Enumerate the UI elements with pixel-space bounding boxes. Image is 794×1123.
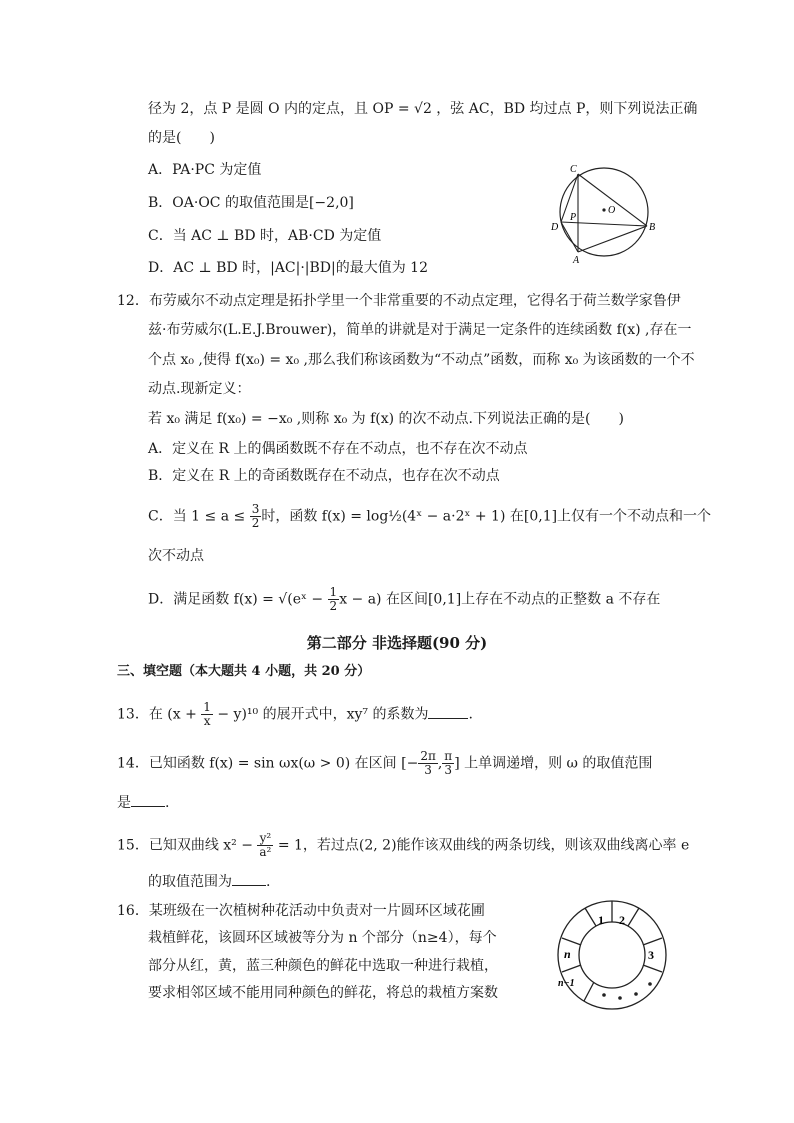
q16-divider-6 <box>562 965 581 972</box>
q12-option-d-frac-denominator: 2 <box>329 599 338 613</box>
q16-divider-2 <box>585 908 596 926</box>
q11-option-b: B．OA·OC 的取值范围是[−2,0] <box>148 195 354 211</box>
q16-line1: 16．某班级在一次植树种花活动中负责对一片圆环区域花圃 <box>117 903 485 919</box>
q11-option-a: A．PA·PC 为定值 <box>148 162 262 178</box>
q11-segment-ab <box>578 226 647 252</box>
q12-option-d-post: x − a) 在区间[0,1]上存在不动点的正整数 a 不存在 <box>339 591 661 608</box>
q16-label-1: 1 <box>598 913 604 927</box>
q14-frac2-numerator: π <box>444 749 453 763</box>
q16-label-2: 2 <box>619 913 625 927</box>
q12-option-d-frac-numerator: 1 <box>329 585 338 599</box>
q15-line2-text: 的取值范围为 <box>148 874 232 890</box>
q13-end: . <box>468 706 473 723</box>
q12-line3: 个点 x₀ ,使得 f(x₀) = x₀ ,那么我们称该函数为“不动点”函数，而称 x₀ 为该函数的一个不 <box>148 352 695 368</box>
q16-ring-figure <box>554 898 670 1012</box>
q11-line1: 径为 2，点 P 是圆 O 内的定点，且 OP = √2 ，弦 AC，BD 均过点 P，则下列说法正确 <box>148 101 698 117</box>
q14-end: . <box>165 795 170 811</box>
q14-line1 <box>117 750 652 777</box>
q13-answer-blank[interactable] <box>428 704 468 719</box>
q16-divider-5 <box>562 938 581 945</box>
q12-line1: 12．布劳威尔不动点定理是拓扑学里一个非常重要的不动点定理，它得名于荷兰数学家鲁伊 <box>117 293 681 309</box>
q15-fraction <box>257 832 273 859</box>
q12-line5: 若 x₀ 满足 f(x₀) = −x₀ ,则称 x₀ 为 f(x) 的次不动点.下列说法正确的是( ) <box>148 411 624 427</box>
q15-pre: 15．已知双曲线 x² − <box>117 837 258 854</box>
q11-label-p: P <box>570 212 577 223</box>
q12-option-d <box>148 586 660 613</box>
q16-ellipsis-dot-3 <box>634 992 638 996</box>
q12-option-c-fraction <box>250 503 262 530</box>
q14-fraction-1 <box>418 750 438 777</box>
q11-segment-da <box>561 222 578 252</box>
q14-answer-blank[interactable] <box>131 792 165 807</box>
q14-pre: 14．已知函数 f(x) = sin ωx(ω > 0) 在区间 [− <box>117 755 419 772</box>
q14-line2 <box>117 792 169 812</box>
q11-option-c: C．当 AC ⊥ BD 时，AB·CD 为定值 <box>148 228 382 244</box>
q16-divider-8 <box>584 982 594 1001</box>
q14-frac1-denominator: 3 <box>424 763 432 777</box>
q16-label-n: n <box>564 947 571 961</box>
q12-option-c-pre: C．当 1 ≤ a ≤ <box>148 508 250 525</box>
q11-label-o: O <box>608 205 616 216</box>
q16-divider-3 <box>628 908 639 926</box>
q13-fraction <box>201 701 213 728</box>
q13-line <box>117 701 473 728</box>
q14-mid: , <box>437 755 443 772</box>
q16-divider-7 <box>643 965 662 972</box>
q12-line2: 兹·布劳威尔(L.E.J.Brouwer)，简单的讲就是对于满足一定条件的连续函数 f(x) ,存在一 <box>148 322 692 338</box>
part2-heading: 第二部分 非选择题(90 分) <box>306 634 488 652</box>
section3-heading: 三、填空题（本大题共 4 小题，共 20 分） <box>117 664 371 679</box>
q13-frac-numerator: 1 <box>203 700 211 714</box>
q11-line2: 的是( ) <box>148 130 215 146</box>
q11-label-c: C <box>570 164 577 175</box>
q11-center-dot <box>602 208 605 211</box>
q14-post: ] 上单调递增，则 ω 的取值范围 <box>454 755 653 772</box>
q12-option-b: B．定义在 R 上的奇函数既存在不动点，也存在次不动点 <box>148 468 500 484</box>
q13-post: − y)¹⁰ 的展开式中，xy⁷ 的系数为 <box>212 706 429 723</box>
q12-option-c-post: 时，函数 f(x) = log½(4ˣ − a·2ˣ + 1) 在[0,1]上仅有一个不动点和一个 <box>261 508 712 525</box>
q12-option-d-fraction <box>328 586 340 613</box>
q15-answer-blank[interactable] <box>232 871 266 886</box>
q16-ellipsis-dot-1 <box>602 993 606 997</box>
q12-line4: 动点.现新定义： <box>148 381 251 397</box>
q13-frac-denominator: x <box>203 714 211 728</box>
q12-option-c-frac-numerator: 3 <box>251 502 260 516</box>
q16-line4: 要求相邻区域不能用同种颜色的鲜花，将总的栽植方案数 <box>148 985 498 1001</box>
q11-label-b: B <box>649 222 656 233</box>
q15-line1 <box>117 832 689 859</box>
q15-end: . <box>266 874 271 890</box>
q16-divider-4 <box>643 938 662 945</box>
q14-line2-text: 是 <box>117 795 131 811</box>
q12-option-c-line2: 次不动点 <box>148 548 204 564</box>
q14-fraction-2 <box>442 750 454 777</box>
q11-label-d: D <box>551 222 559 233</box>
q12-option-c-frac-denominator: 2 <box>251 516 260 530</box>
q16-line3: 部分从红，黄，蓝三种颜色的鲜花中选取一种进行栽植， <box>148 958 498 974</box>
q11-label-a: A <box>573 255 580 264</box>
q12-option-c <box>148 503 711 530</box>
q12-option-d-pre: D．满足函数 f(x) = √(eˣ − <box>148 591 328 608</box>
q16-label-3: 3 <box>648 948 654 962</box>
q14-frac1-numerator: 2π <box>420 749 436 763</box>
q15-line2 <box>148 871 270 891</box>
q13-pre: 13．在 (x + <box>117 706 202 723</box>
q16-ellipsis-dot-2 <box>618 996 622 1000</box>
q11-option-d: D．AC ⊥ BD 时，|AC|·|BD|的最大值为 12 <box>148 260 428 276</box>
q11-circle-figure <box>548 160 660 264</box>
q15-frac-denominator: a² <box>259 845 272 859</box>
q15-post: = 1，若过点(2, 2)能作该双曲线的两条切线，则该双曲线离心率 e <box>273 837 690 854</box>
q15-frac-numerator: y² <box>257 832 273 846</box>
q14-frac2-denominator: 3 <box>444 763 453 777</box>
q12-option-a: A．定义在 R 上的偶函数既不存在不动点，也不存在次不动点 <box>148 441 528 457</box>
q16-inner-circle <box>579 922 645 988</box>
q16-line2: 栽植鲜花，该圆环区域被等分为 n 个部分（n≥4），每个 <box>148 930 497 946</box>
q16-label-n-minus-1: n−1 <box>558 978 575 989</box>
q16-ellipsis-dot-4 <box>648 982 652 986</box>
